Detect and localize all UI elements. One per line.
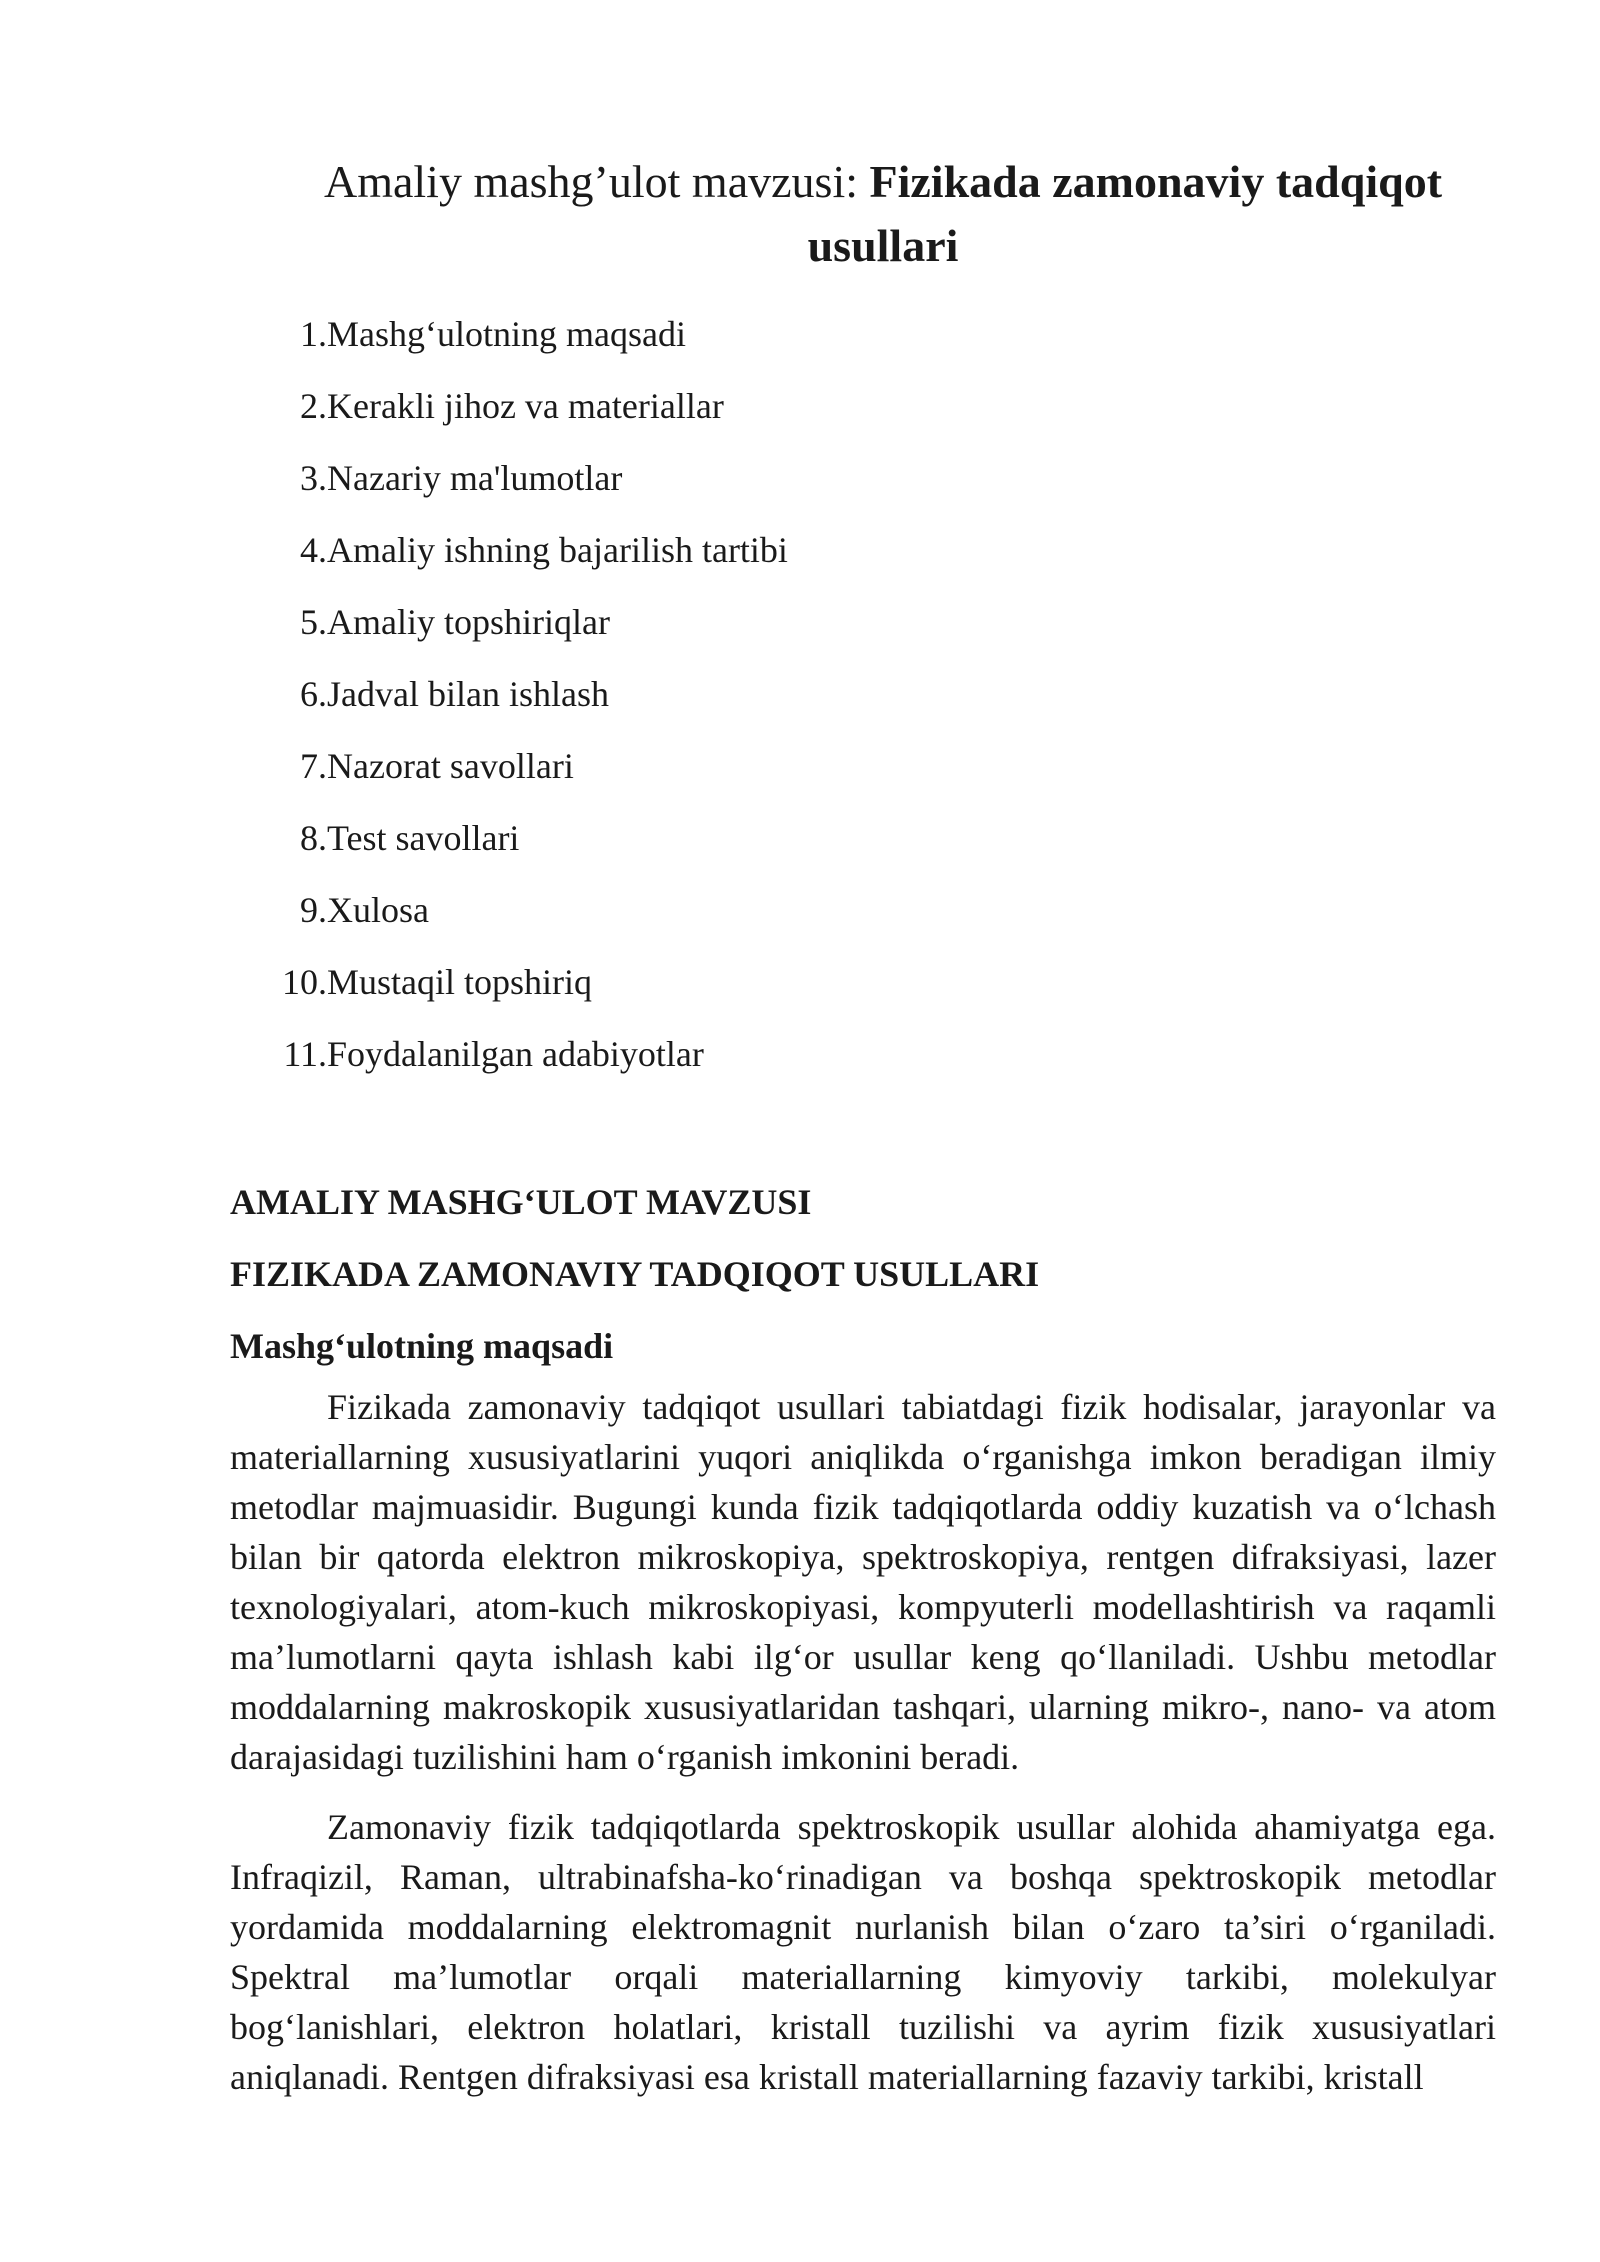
toc-label: Xulosa bbox=[327, 890, 429, 930]
toc-number: 3. bbox=[300, 458, 327, 498]
toc-item bbox=[230, 802, 1496, 874]
toc-label: Mustaqil topshiriq bbox=[327, 962, 593, 1002]
toc-item bbox=[230, 658, 1496, 730]
toc-item bbox=[230, 586, 1496, 658]
toc-number: 4. bbox=[300, 530, 327, 570]
toc-number: 2. bbox=[300, 386, 327, 426]
toc-number: 11. bbox=[283, 1034, 327, 1074]
toc-item bbox=[230, 730, 1496, 802]
toc-label: Jadval bilan ishlash bbox=[327, 674, 609, 714]
toc-item bbox=[230, 946, 1496, 1018]
toc-number: 9. bbox=[300, 890, 327, 930]
section-topic-heading: FIZIKADA ZAMONAVIY TADQIQOT USULLARI bbox=[230, 1254, 1040, 1294]
toc-item bbox=[230, 514, 1496, 586]
section-label-heading: AMALIY MASHG‘ULOT MAVZUSI bbox=[230, 1182, 812, 1222]
title-topic: Fizikada zamonaviy tadqiqot usullari bbox=[807, 156, 1443, 271]
toc-number: 10. bbox=[282, 962, 327, 1002]
toc-label: Nazariy ma'lumotlar bbox=[327, 458, 623, 498]
toc-label: Amaliy ishning bajarilish tartibi bbox=[327, 530, 788, 570]
toc-item bbox=[230, 874, 1496, 946]
toc-number: 1. bbox=[300, 314, 327, 354]
toc-number: 6. bbox=[300, 674, 327, 714]
toc-item bbox=[230, 370, 1496, 442]
body-paragraph: Fizikada zamonaviy tadqiqot usullari tabiatdagi fizik hodisalar, jarayonlar va materiallarning xususiyatlarini yuqori aniqlikda o‘rganishga imkon beradigan ilmiy metodlar majmuasidir. Bugungi kunda fizik tadqiqotlarda oddiy kuzatish va o‘lchash bilan bir qatorda elektron mikroskopiya, spektroskopiya, rentgen difraksiyasi, lazer texnologiyalari, atom-kuch mikroskopiyasi, kompyuterli modellashtirish va raqamli ma’lumotlarni qayta ishlash kabi ilg‘or usullar keng qo‘llaniladi. Ushbu metodlar moddalarning makroskopik xususiyatlaridan tashqari, ularning mikro-, nano- va atom darajasidagi tuzilishini ham o‘rganish imkonini beradi. bbox=[230, 1387, 1496, 1777]
toc-number: 8. bbox=[300, 818, 327, 858]
document-title bbox=[230, 150, 1496, 278]
toc-number: 7. bbox=[300, 746, 327, 786]
toc-item bbox=[230, 442, 1496, 514]
toc-item bbox=[230, 1018, 1496, 1090]
goal-heading: Mashg‘ulotning maqsadi bbox=[230, 1326, 614, 1366]
body-paragraph: Zamonaviy fizik tadqiqotlarda spektroskopik usullar alohida ahamiyatga ega. Infraqizil, Raman, ultrabinafsha-ko‘rinadigan va boshqa spektroskopik metodlar yordamida moddalarning elektromagnit nurlanish bilan o‘zaro ta’siri o‘rganiladi. Spektral ma’lumotlar orqali materiallarning kimyoviy tarkibi, molekulyar bog‘lanishlari, elektron holatlari, kristall tuzilishi va ayrim fizik xususiyatlari aniqlanadi. Rentgen difraksiyasi esa kristall materiallarning fazaviy tarkibi, kristall bbox=[230, 1807, 1496, 2097]
toc-label: Test savollari bbox=[327, 818, 520, 858]
document-page bbox=[230, 150, 1496, 2122]
toc-label: Nazorat savollari bbox=[327, 746, 574, 786]
toc-label: Amaliy topshiriqlar bbox=[327, 602, 610, 642]
section-spacer bbox=[230, 1090, 1496, 1166]
title-prefix: Amaliy mashg’ulot mavzusi: bbox=[323, 156, 870, 207]
toc-number: 5. bbox=[300, 602, 327, 642]
toc-item bbox=[230, 298, 1496, 370]
toc-label: Kerakli jihoz va materiallar bbox=[327, 386, 724, 426]
toc-label: Mashg‘ulotning maqsadi bbox=[327, 314, 686, 354]
toc-label: Foydalanilgan adabiyotlar bbox=[327, 1034, 704, 1074]
table-of-contents bbox=[230, 298, 1496, 1090]
